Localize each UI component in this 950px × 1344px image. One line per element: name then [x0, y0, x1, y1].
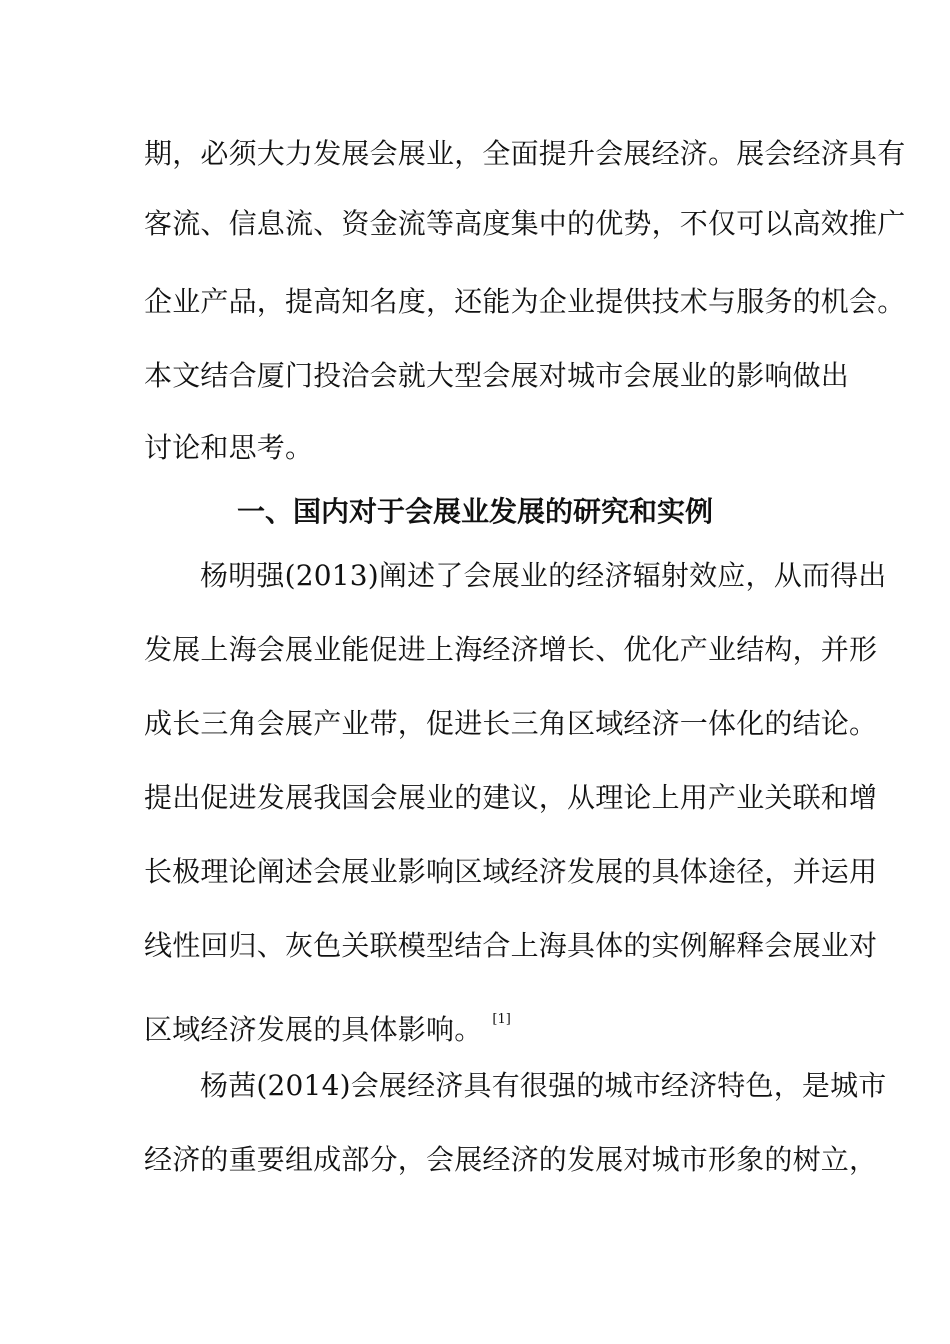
citation-marker: [1]: [492, 1012, 511, 1027]
yang-mingqiang-line-7-text: 区域经济发展的具体影响。: [144, 1013, 483, 1046]
yang-mingqiang-line-1: 杨明强(2013)阐述了会展业的经济辐射效应，从而得出: [200, 559, 887, 592]
yang-mingqiang-line-6: 线性回归、灰色关联模型结合上海具体的实例解释会展业对: [144, 929, 878, 962]
intro-line-4: 本文结合厦门投洽会就大型会展对城市会展业的影响做出: [144, 359, 850, 392]
yang-qian-line-2: 经济的重要组成部分，会展经济的发展对城市形象的树立，: [144, 1143, 878, 1176]
yang-mingqiang-line-7: [144, 1002, 814, 1048]
intro-line-1: 期，必须大力发展会展业，全面提升会展经济。展会经济具有: [144, 137, 906, 170]
yang-qian-line-1: 杨茜(2014)会展经济具有很强的城市经济特色，是城市: [200, 1069, 887, 1102]
intro-line-3: 企业产品，提高知名度，还能为企业提供技术与服务的机会。: [144, 285, 906, 318]
intro-line-2: 客流、信息流、资金流等高度集中的优势，不仅可以高效推广: [144, 207, 906, 240]
yang-mingqiang-line-3: 成长三角会展产业带，促进长三角区域经济一体化的结论。: [144, 707, 878, 740]
yang-mingqiang-line-5: 长极理论阐述会展业影响区域经济发展的具体途径，并运用: [144, 855, 878, 888]
yang-mingqiang-line-4: 提出促进发展我国会展业的建议，从理论上用产业关联和增: [144, 781, 878, 814]
yang-mingqiang-line-2: 发展上海会展业能促进上海经济增长、优化产业结构，并形: [144, 633, 878, 666]
section-heading: 一、国内对于会展业发展的研究和实例: [236, 495, 713, 528]
intro-line-5: 讨论和思考。: [144, 431, 314, 464]
